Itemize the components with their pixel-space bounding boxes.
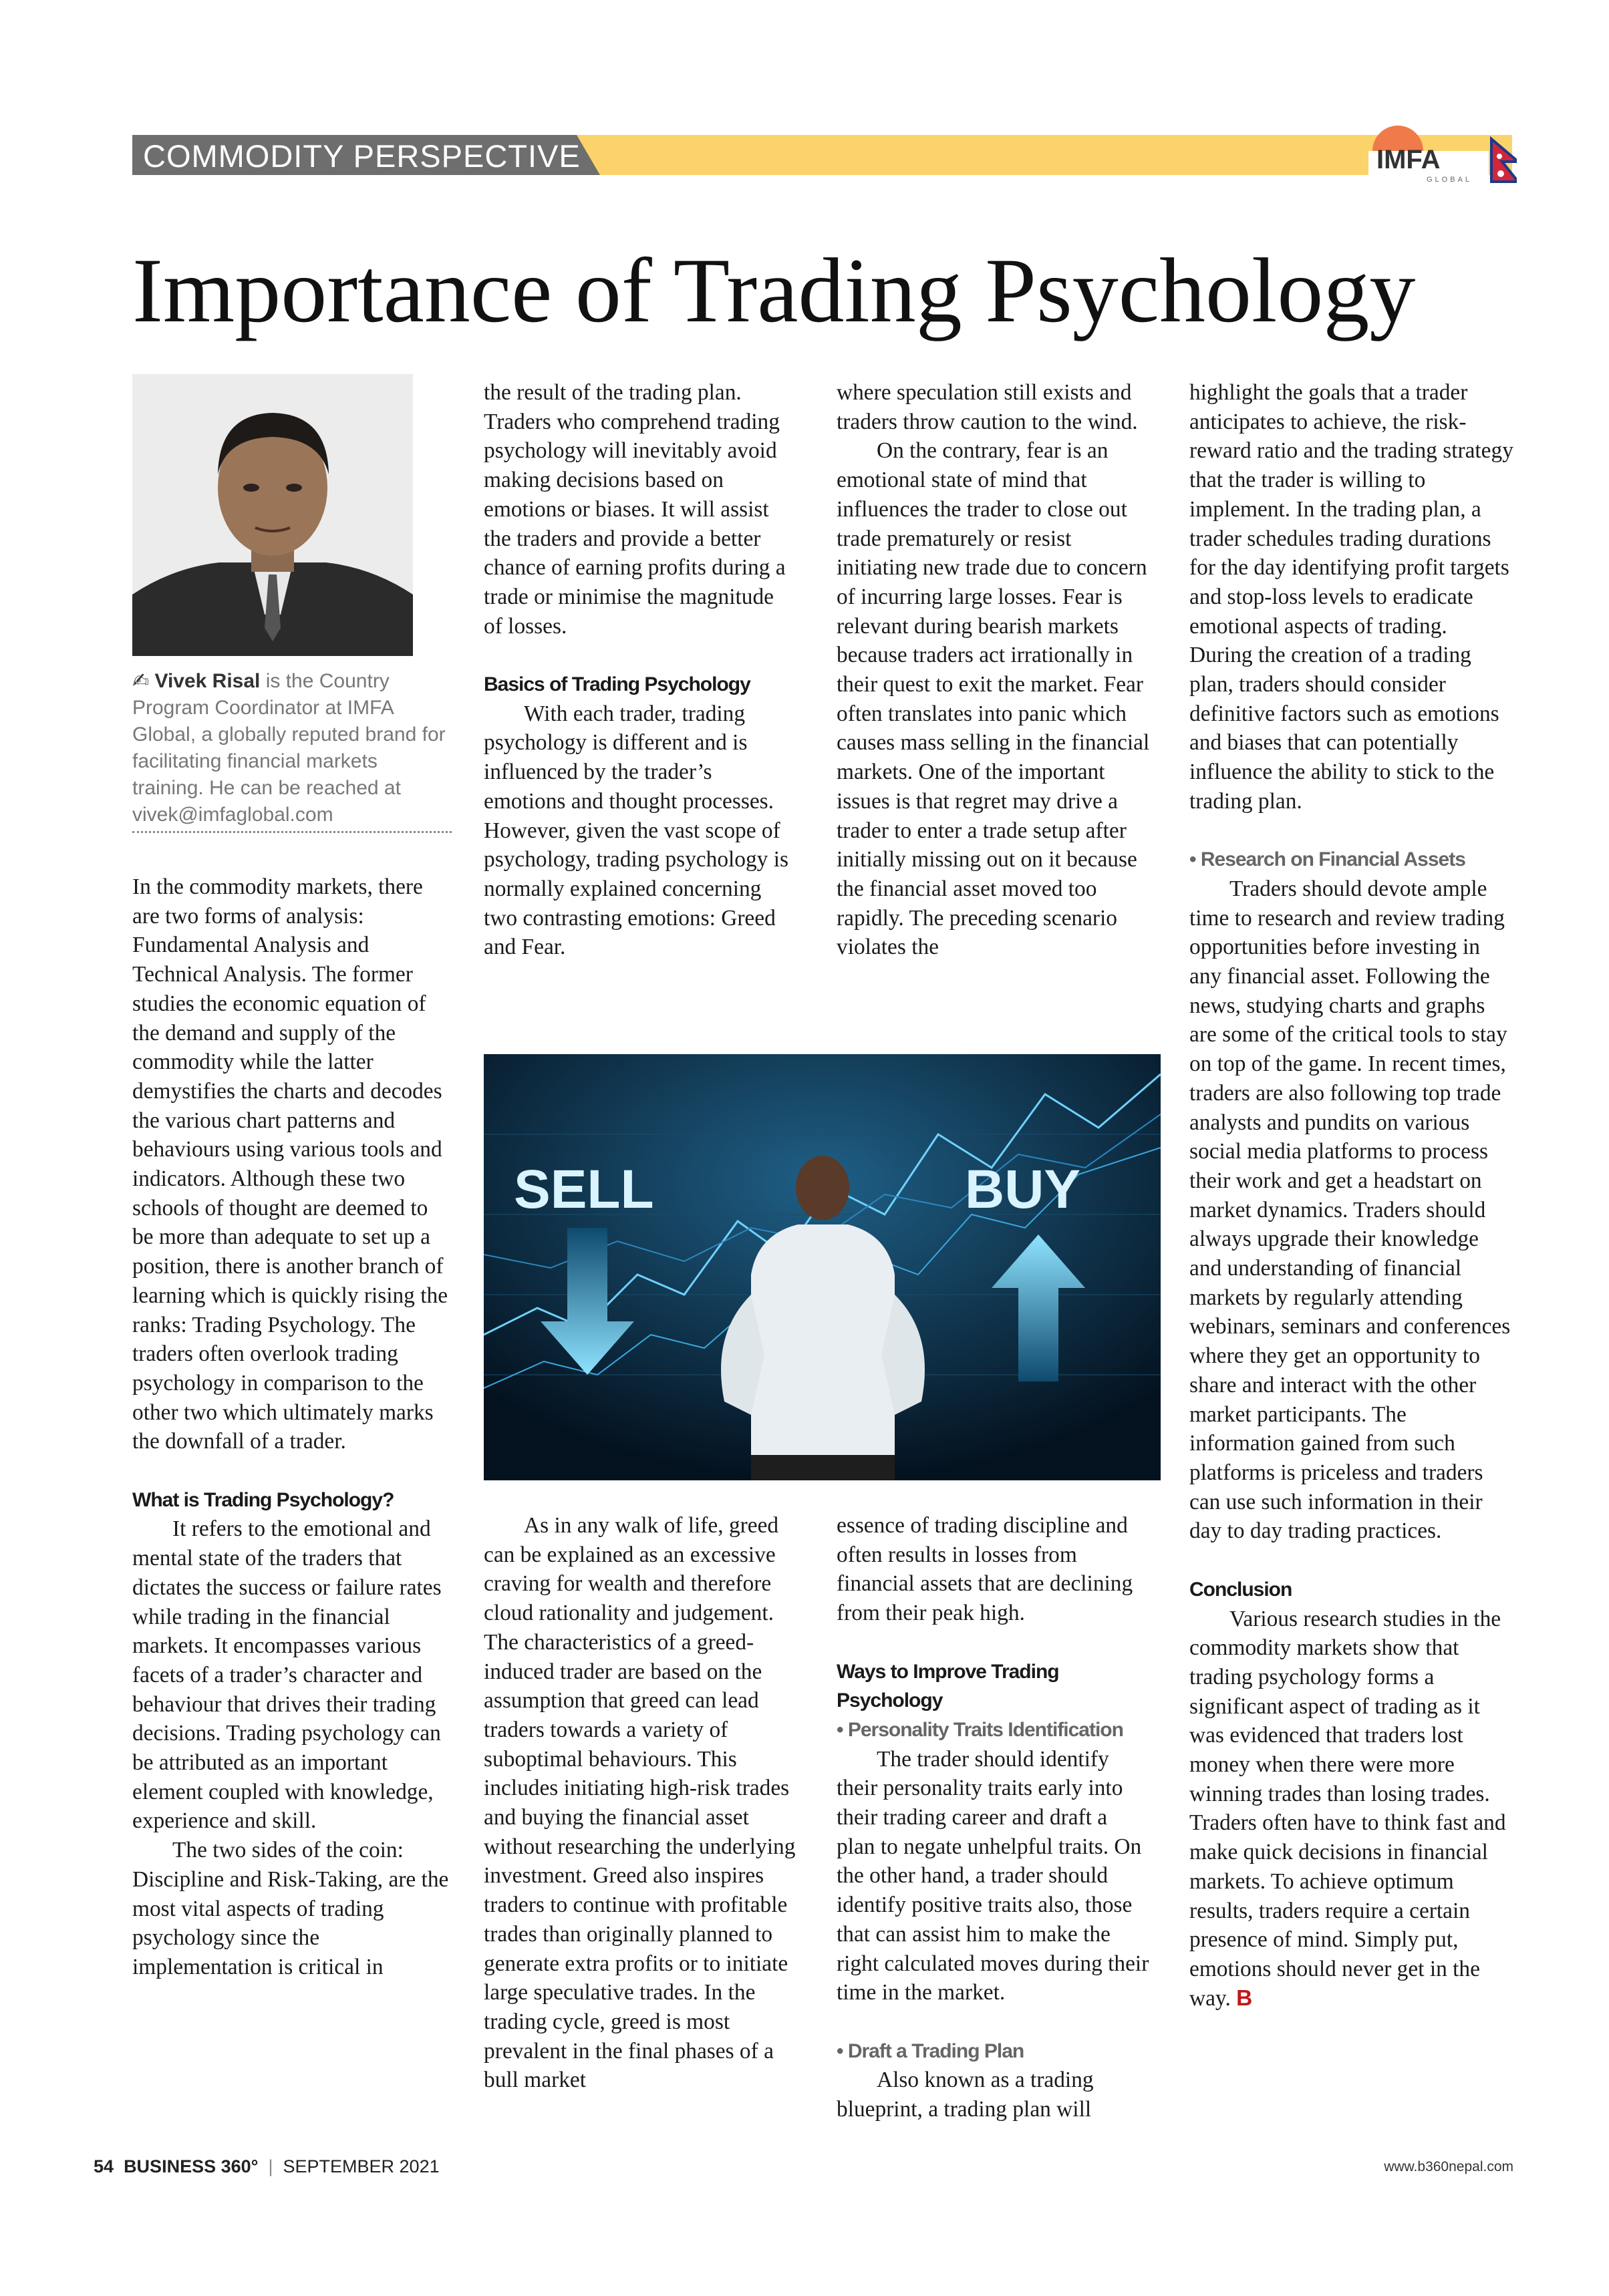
buy-label: BUY — [965, 1159, 1081, 1220]
nepal-flag-icon — [1491, 139, 1517, 182]
bullet-heading: • Personality Traits Identification — [837, 1718, 1123, 1741]
paragraph: Also known as a trading blueprint, a trading plan will — [837, 2068, 1094, 2122]
page-number: 54 — [94, 2156, 114, 2176]
column-2-bottom — [484, 1511, 798, 2095]
author-bio — [132, 668, 452, 828]
paragraph: As in any walk of life, greed can be explained as an excessive craving for wealth and therefore cloud rationality and judgement. The characteristics of a greed-induced trader are based on the assumption that greed can lead traders towards a variety of suboptimal behaviours. This includes initiating high-risk trades and buying the financial asset without researching the underlying investment. Greed also inspires traders to continue with profitable trades than originally planned to generate extra profits or to initiate large speculative trades. In the trading cycle, greed is most prevalent in the final phases of a bull market — [484, 1513, 796, 2093]
footer-left: 54 BUSINESS 360° | SEPTEMBER 2021 — [94, 2156, 440, 2176]
logo-text: IMFA — [1376, 145, 1441, 174]
conclusion-text: Various research studies in the commodity markets show that trading psychology forms a significant aspect of trading as it was evidenced that traders lost money when there were more winning trades than losing trades. Traders often have to think fast and make quick decisions in financial markets. To achieve optimum results, traders require a certain presence of mind. Simply put, emotions should never get in the way. — [1189, 1606, 1506, 2011]
paragraph: In the commodity markets, there are two forms of analysis: Fundamental Analysis and Technical Analysis. The former studies the economic equation of the demand and supply of the commodity while the latter demystifies the charts and decodes the various chart patterns and behaviours using various tools and indicators. Although these two schools of thought are deemed to be more than adequate to set up a position, there is another branch of learning which is quickly rising the ranks: Trading Psychology. The traders often overlook trading psychology in comparison to the other two which ultimately marks the downfall of a trader. — [132, 874, 448, 1454]
paragraph: the result of the trading plan. Traders who comprehend trading psychology will inevitably avoid making decisions based on emotions or biases. It will assist the traders and provide a better chance of earning profits during a trade or minimise the magnitude of losses. — [484, 380, 786, 639]
column-3-bottom — [837, 1511, 1151, 2124]
article-title: Importance of Trading Psychology — [132, 239, 1416, 341]
author-name: Vivek Risal — [154, 670, 261, 692]
bullet-heading: • Research on Financial Assets — [1189, 848, 1465, 871]
bullet-heading: • Draft a Trading Plan — [837, 2039, 1024, 2062]
paragraph: where speculation still exists and traders throw caution to the wind. — [837, 380, 1138, 434]
author-photo — [132, 374, 413, 656]
paragraph — [1189, 1605, 1513, 2013]
end-mark: B — [1236, 1985, 1253, 2011]
paragraph: On the contrary, fear is an emotional state of mind that influences the trader to close out trade prematurely or resist initiating new trade due to concern of incurring large losses. Fear is relevant during bearish markets because traders act irrationally in their quest to exit the market. Fear often translates into panic which causes mass selling in the financial markets. One of the important issues is that regret may drive a trader to enter a trade setup after initially missing out on it because the financial asset moved too rapidly. The preceding scenario violates the — [837, 438, 1150, 960]
paragraph: It refers to the emotional and mental state of the traders that dictates the success or failure rates while trading in the financial markets. It encompasses various facets of a trader’s character and behaviour that drives their trading decisions. Trading psychology can be attributed as an important element coupled with knowledge, experience and skill. — [132, 1516, 442, 1834]
section-label: COMMODITY PERSPECTIVE — [143, 138, 581, 174]
paragraph: highlight the goals that a trader anticipates to achieve, the risk-reward ratio and the trading strategy that the trader is willing to implement. In the trading plan, a trader schedules trading durations for the day identifying profit targets and stop-loss levels to eradicate emotional aspects of trading. During the creation of a trading plan, traders should consider definitive factors such as emotions and biases that can potentially influence the ability to stick to the trading plan. — [1189, 380, 1513, 814]
subheading: Conclusion — [1189, 1578, 1292, 1601]
author-bio-text: is the Country Program Coordinator at IMFA Global, a globally reputed brand for facilitating financial markets training. He can be reached at vivek@imfaglobal.com — [132, 670, 446, 826]
paragraph: The trader should identify their personality traits early into their trading career and draft a plan to negate unhelpful traits. On the other hand, a trader should identify positive traits also, those that can assist him to make the right calculated moves during their time in the market. — [837, 1746, 1149, 2005]
subheading: Ways to Improve Trading Psychology — [837, 1660, 1059, 1712]
article-image — [484, 1054, 1161, 1480]
sell-label: SELL — [514, 1159, 654, 1220]
issue-date: SEPTEMBER 2021 — [283, 2156, 440, 2176]
subheading: What is Trading Psychology? — [132, 1488, 394, 1511]
paragraph: Traders should devote ample time to research and review trading opportunities before investing in any financial asset. Following the news, studying charts and graphs are some of the critical tools to stay on top of the game. In recent times, traders are also following top trade analysts and pundits on various social media platforms to process their work and get a headstart on market dynamics. Traders should always upgrade their knowledge and understanding of financial markets by regularly attending webinars, seminars and conferences where they get an opportunity to share and interact with the other market participants. The information gained from such platforms is priceless and traders can use such information in their day to day trading practices. — [1189, 876, 1511, 1544]
paragraph: With each trader, trading psychology is different and is influenced by the trader’s emotions and thought processes. However, given the vast scope of psychology, trading psychology is normally explained concerning two contrasting emotions: Greed and Fear. — [484, 701, 788, 960]
footer-url: www.b360nepal.com — [1384, 2159, 1513, 2174]
column-3-top — [837, 378, 1151, 962]
imfa-logo — [1363, 112, 1517, 186]
column-1 — [132, 872, 450, 1982]
column-4 — [1189, 378, 1513, 2013]
author-divider — [132, 831, 452, 833]
paragraph: essence of trading discipline and often results in losses from financial assets that are declining from their peak high. — [837, 1513, 1133, 1626]
pen-icon: ✍ — [132, 670, 150, 692]
magazine-name: BUSINESS 360° — [124, 2156, 259, 2176]
logo-sub: GLOBAL — [1427, 176, 1473, 184]
paragraph: The two sides of the coin: Discipline and Risk-Taking, are the most vital aspects of trading psychology since the implementation is critical in — [132, 1838, 449, 1979]
subheading: Basics of Trading Psychology — [484, 673, 750, 696]
column-2-top — [484, 378, 798, 962]
